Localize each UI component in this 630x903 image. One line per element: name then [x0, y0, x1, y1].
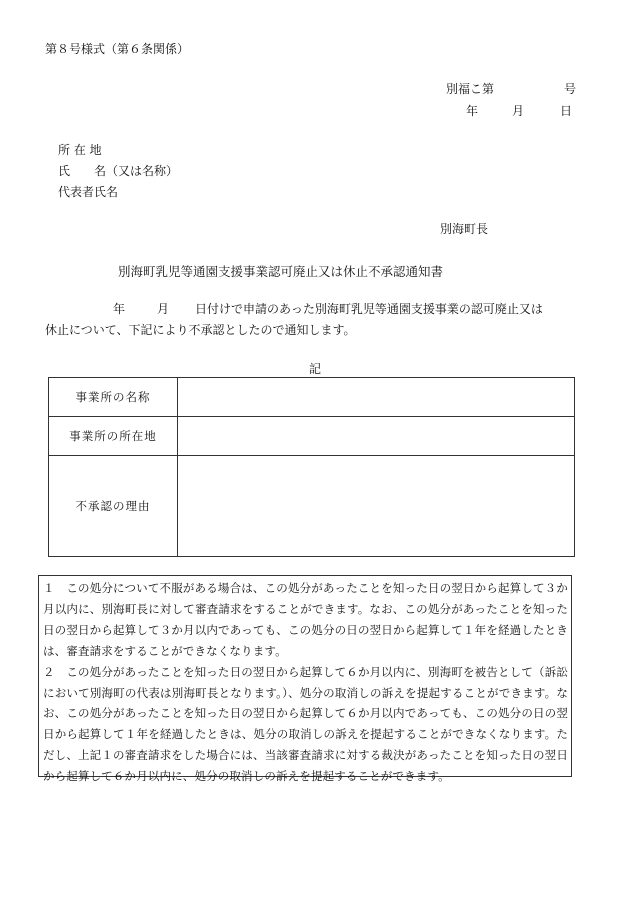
ki-heading: 記 [309, 362, 322, 376]
addressee-block [58, 140, 179, 203]
form-number: 第８号様式（第６条関係） [45, 42, 190, 56]
body-line-1-rest: 日付けで申請のあった別海町乳児等通園支援事業の認可廃止又は [195, 302, 543, 316]
issuer-name: 別海町長 [440, 222, 489, 236]
table-row [49, 378, 575, 417]
rejection-reason-label: 不承認の理由 [49, 456, 178, 557]
facility-name-label: 事業所の名称 [49, 378, 178, 417]
rejection-reason-value [178, 456, 575, 557]
document-number-prefix: 別福こ第 [446, 82, 495, 96]
date-year: 年 [466, 104, 479, 118]
appeal-notice-item-1: １ この処分について不服がある場合は、この処分があったことを知った日の翌日から起算して３か月以内に、別海町長に対して審査請求をすることができます。なお、この処分があったことを知った日の翌日から起算して３か月以内であっても、この処分の日の翌日から起算して１年を経過したときは、審査請求をすることができなくなります。 [43, 581, 568, 658]
name-label [58, 161, 179, 182]
table-row [49, 417, 575, 456]
name-label-a: 氏 [58, 164, 71, 178]
body-line-2: 休止について、下記により不承認としたので通知します。 [45, 323, 356, 337]
body-text [45, 299, 590, 341]
date-month: 月 [512, 104, 525, 118]
facility-name-value [178, 378, 575, 417]
date-day: 日 [560, 104, 573, 118]
location-label: 所 在 地 [58, 143, 102, 157]
issue-date [466, 102, 576, 118]
body-month: 月 [157, 302, 170, 316]
name-label-b: 名（又は名称） [94, 164, 179, 178]
record-table [48, 377, 575, 557]
table-row [49, 456, 575, 557]
body-year: 年 [113, 302, 126, 316]
document-title: 別海町乳児等通園支援事業認可廃止又は休止不承認通知書 [118, 264, 444, 279]
appeal-notice-box [38, 575, 572, 784]
facility-address-value [178, 417, 575, 456]
document-number-suffix: 号 [564, 82, 577, 96]
representative-label: 代表者氏名 [58, 185, 119, 199]
appeal-notice-item-2: ２ この処分があったことを知った日の翌日から起算して６か月以内に、別海町を被告として（訴訟において別海町の代表は別海町長となります。）、処分の取消しの訴えを提起することができます。なお、この処分があったことを知った日の翌日から起算して６か月以内であっても、この処分の日の翌日から起算して１年を経過したときは、処分の取消しの訴えを提起することができなくなります。ただし、上記１の審査請求をした場合には、当該審査請求に対する裁決があったことを知った日の翌日から起算して６か月以内に、処分の取消しの訴えを提起することができます。 [43, 664, 568, 784]
body-line-1 [45, 299, 590, 320]
facility-address-label: 事業所の所在地 [49, 417, 178, 456]
